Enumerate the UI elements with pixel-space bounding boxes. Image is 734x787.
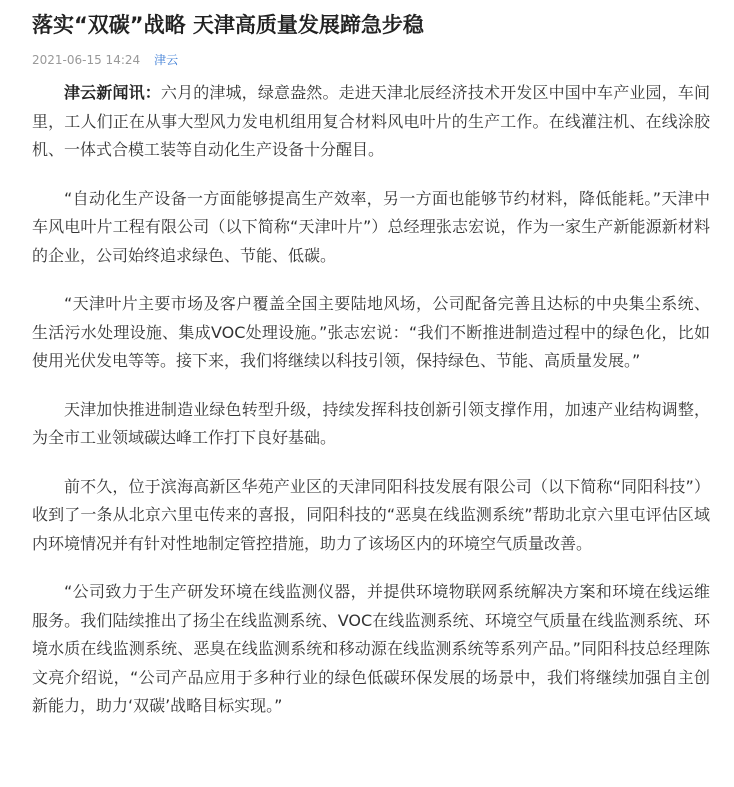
article-meta xyxy=(32,52,710,68)
lead-label: 津云新闻讯： xyxy=(64,83,161,102)
paragraph-6: “公司致力于生产研发环境在线监测仪器，并提供环境物联网系统解决方案和环境在线运维服务。我们陆续推出了扬尘在线监测系统、VOC在线监测系统、环境空气质量在线监测系统、环境水质在线监测系统、恶臭在线监测系统和移动源在线监测系统等系列产品。”同阳科技总经理陈文亮介绍说，“公司产品应用于多种行业的绿色低碳环保发展的场景中，我们将继续加强自主创新能力，助力‘双碳’战略目标实现。” xyxy=(32,582,710,715)
publish-date: 2021-06-15 14:24 xyxy=(32,53,141,67)
paragraph-1 xyxy=(32,79,710,165)
source-link[interactable]: 津云 xyxy=(154,53,179,67)
paragraph-5: 前不久，位于滨海高新区华苑产业区的天津同阳科技发展有限公司（以下简称“同阳科技”）收到了一条从北京六里屯传来的喜报，同阳科技的“恶臭在线监测系统”帮助北京六里屯评估区域内环境情况并有针对性地制定管控措施，助力了该场区内的环境空气质量改善。 xyxy=(32,476,710,553)
article-title: 落实“双碳”战略 天津高质量发展蹄急步稳 xyxy=(32,13,424,37)
paragraph-4: 天津加快推进制造业绿色转型升级，持续发挥科技创新引领支撑作用，加速产业结构调整，为全市工业领域碳达峰工作打下良好基础。 xyxy=(32,399,710,447)
article-body xyxy=(32,79,710,721)
paragraph-2: “自动化生产设备一方面能够提高生产效率，另一方面也能够节约材料，降低能耗。”天津中车风电叶片工程有限公司（以下简称“天津叶片”）总经理张志宏说，作为一家生产新能源新材料的企业，公司始终追求绿色、节能、低碳。 xyxy=(32,188,710,265)
paragraph-1-text: 六月的津城，绿意盎然。走进天津北辰经济技术开发区中国中车产业园，车间里，工人们正在从事大型风力发电机组用复合材料风电叶片的生产工作。在线灌注机、在线涂胶机、一体式合模工装等自动化生产设备十分醒目。 xyxy=(32,83,710,159)
paragraph-3: “天津叶片主要市场及客户覆盖全国主要陆地风场，公司配备完善且达标的中央集尘系统、生活污水处理设施、集成VOC处理设施。”张志宏说：“我们不断推进制造过程中的绿色化，比如使用光伏发电等等。接下来，我们将继续以科技引领，保持绿色、节能、高质量发展。” xyxy=(32,294,710,370)
